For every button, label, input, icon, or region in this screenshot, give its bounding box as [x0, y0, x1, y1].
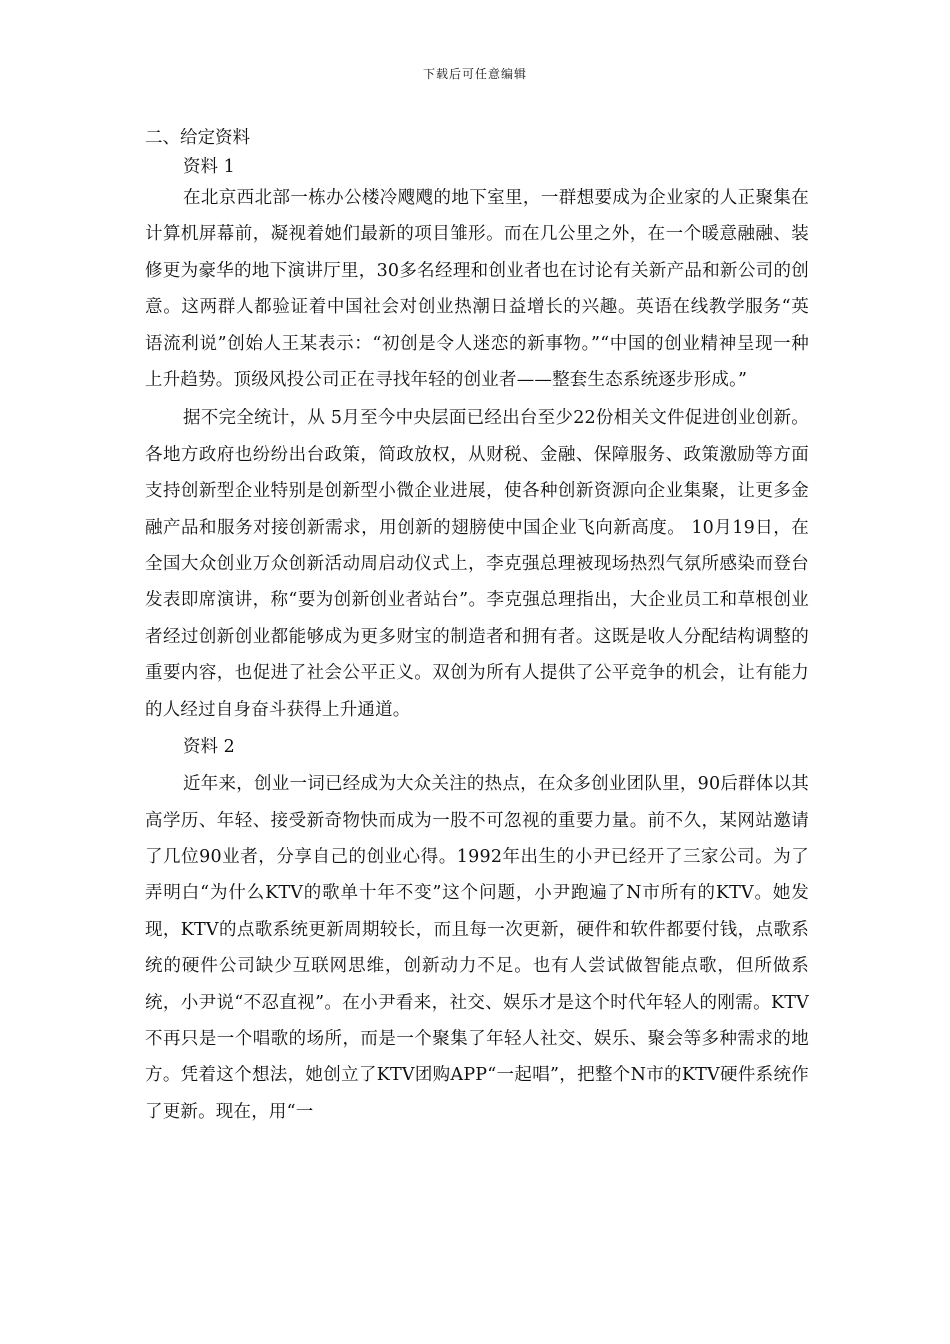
document-body — [145, 122, 809, 1130]
material-2-paragraph-1: 近年来，创业一词已经成为大众关注的热点，在众多创业团队里，90后群体以其高学历、年轻、接受新奇物快而成为一股不可忽视的重要力量。前不久，某网站邀请了几位90业者，分享自己的创业心得。1992年出生的小尹已经开了三家公司。为了弄明白“为什么KTV的歌单十年不变”这个问题，小尹跑遍了N市所有的KTV。她发现，KTV的点歌系统更新周期较长，而且每一次更新，硬件和软件都要付钱，点歌系统的硬件公司缺少互联网思维，创新动力不足。也有人尝试做智能点歌，但所做系统，小尹说“不忍直视”。在小尹看来，社交、娱乐才是这个时代年轻人的刚需。KTV不再只是一个唱歌的场所，而是一个聚集了年轻人社交、娱乐、聚会等多种需求的地方。凭着这个想法，她创立了KTV团购APP“一起唱”，把整个N市的KTV硬件系统作了更新。现在，用“一 — [145, 774, 809, 1122]
material-1-paragraph-1: 在北京西北部一栋办公楼冷飕飕的地下室里，一群想要成为企业家的人正聚集在计算机屏幕前，凝视着她们最新的项目雏形。而在几公里之外，在一个暖意融融、装修更为豪华的地下演讲厅里，30多名经理和创业者也在讨论有关新产品和新公司的创意。这两群人都验证着中国社会对创业热潮日益增长的兴趣。英语在线教学服务“英语流利说”创始人王某表示：“初创是令人迷恋的新事物。”“中国的创业精神呈现一种上升趋势。顶级风投公司正在寻找年轻的创业者——整套生态系统逐步形成。” — [145, 188, 809, 391]
material-2-label: 资料 2 — [183, 737, 235, 758]
material-1-label: 资料 1 — [183, 157, 235, 177]
section-title: 二、给定资料 — [145, 128, 250, 148]
material-1-paragraph-2: 据不完全统计，从 5月至今中央层面已经出台至少22份相关文件促进创业创新。各地方政府也纷纷出台政策，简政放权，从财税、金融、保障服务、政策激励等方面支持创新型企业特别是创新型小微企业进展，使各种创新资源向企业集聚，让更多金融产品和服务对接创新需求，用创新的翅膀使中国企业飞向新高度。 10月19日，在全国大众创业万众创新活动周启动仪式上，李克强总理被现场热烈气氛所感染而登台发表即席演讲，称“要为创新创业者站台”。李克强总理指出，大企业员工和草根创业者经过创新创业都能够成为更多财宝的制造者和拥有者。这既是收人分配结构调整的重要内容，也促进了社会公平正义。双创为所有人提供了公平竞争的机会，让有能力的人经过自身奋斗获得上升通道。 — [145, 408, 809, 720]
page-header-note: 下载后可任意编辑 — [422, 67, 527, 81]
